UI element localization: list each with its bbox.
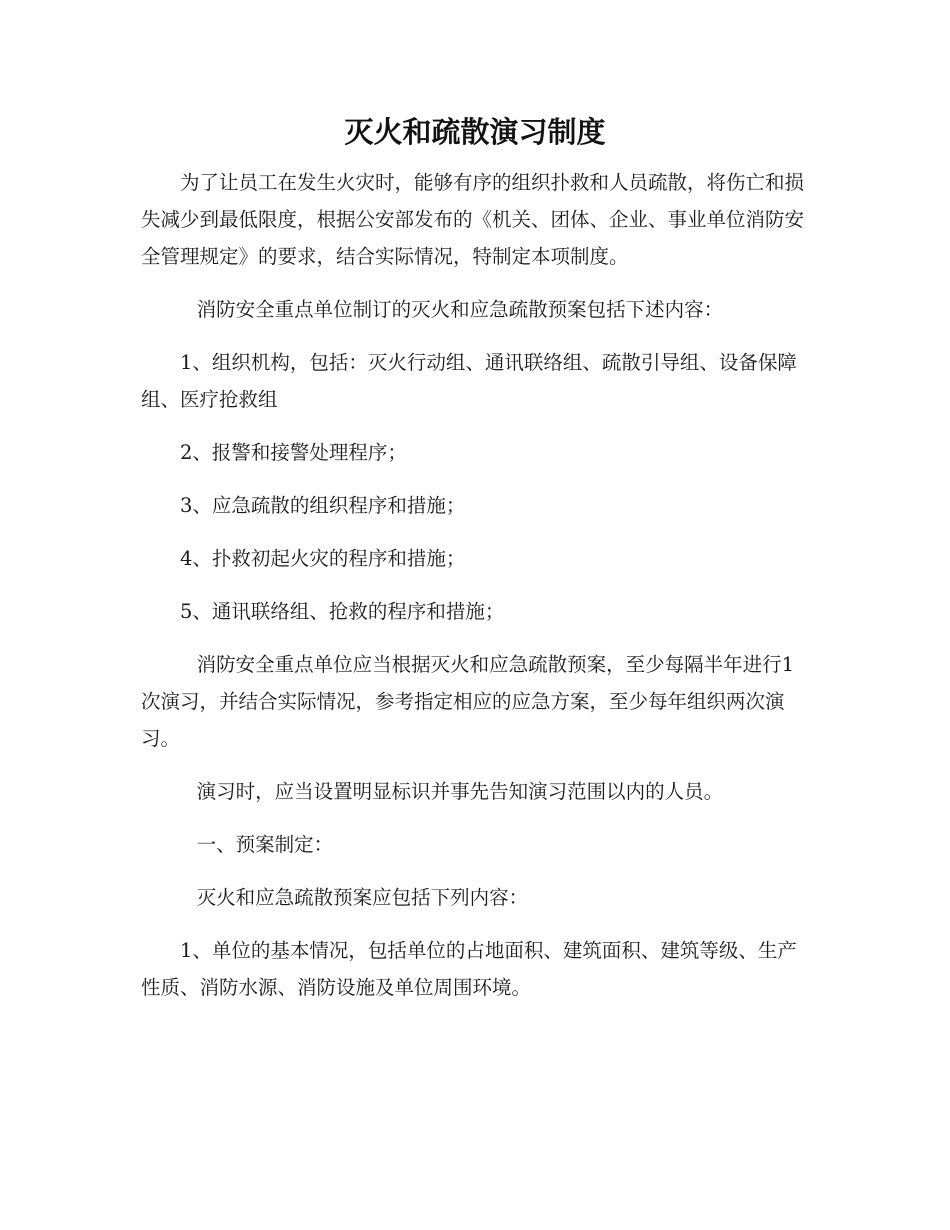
list-item: 3、应急疏散的组织程序和措施； — [180, 494, 466, 517]
paragraph-plan-items: 灭火和应急疏散预案应包括下列内容： — [196, 886, 529, 909]
list-item: 4、扑救初起火灾的程序和措施； — [180, 547, 466, 570]
list-item: 2、报警和接警处理程序； — [180, 441, 407, 464]
paragraph-intro: 为了让员工在发生火灾时，能够有序的组织扑救和人员疏散，将伤亡和损失减少到最低限度，根据公安部发布的《机关、团体、企业、事业单位消防安全管理规定》的要求，结合实际情况，特制定本项制度。 — [141, 171, 805, 268]
list-item: 5、通讯联络组、抢救的程序和措施； — [180, 600, 505, 623]
paragraph-plan-contents: 消防安全重点单位制订的灭火和应急疏散预案包括下述内容： — [196, 298, 724, 321]
list-item: 1、组织机构，包括：灭火行动组、通讯联络组、疏散引导组、设备保障组、医疗抢救组 — [141, 351, 797, 411]
paragraph-drill-frequency: 消防安全重点单位应当根据灭火和应急疏散预案，至少每隔半年进行1次演习，并结合实际情况，参考指定相应的应急方案，至少每年组织两次演习。 — [141, 653, 794, 750]
list-item: 1、单位的基本情况，包括单位的占地面积、建筑面积、建筑等级、生产性质、消防水源、消防设施及单位周围环境。 — [141, 939, 797, 999]
paragraph-drill-notice: 演习时，应当设置明显标识并事先告知演习范围以内的人员。 — [196, 780, 724, 803]
section-heading-plan: 一、预案制定： — [196, 833, 334, 856]
document-body — [141, 164, 809, 1022]
document-title: 灭火和疏散演习制度 — [344, 115, 606, 149]
